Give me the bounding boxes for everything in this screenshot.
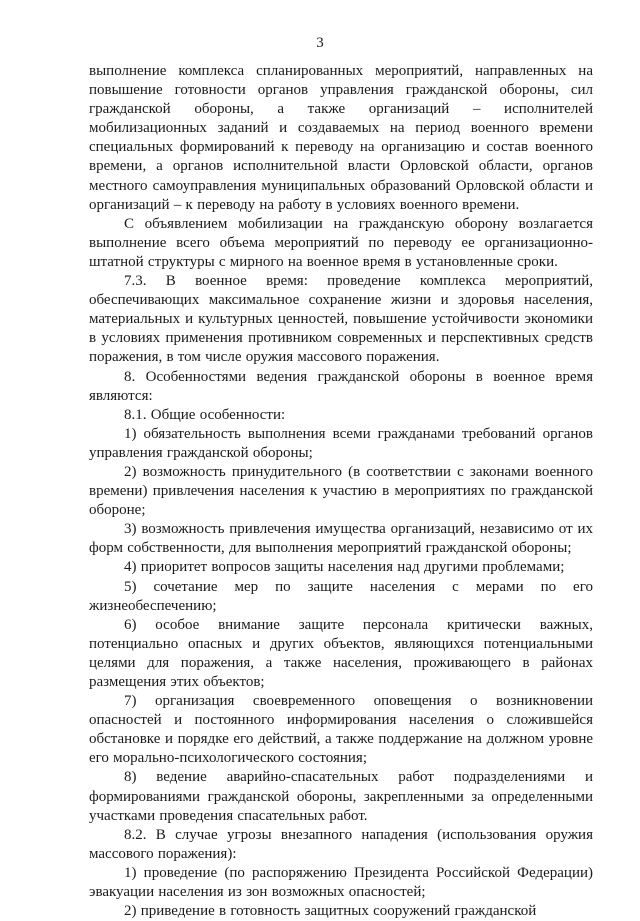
- paragraph-9: 4) приоритет вопросов защиты населения над другими проблемами;: [124, 559, 565, 576]
- document-body: [89, 62, 593, 921]
- paragraph-16: 2) приведение в готовность защитных сооружений гражданской: [124, 903, 537, 920]
- paragraph-3: 7.3. В военное время: проведение комплекса мероприятий, обеспечивающих максимальное сохранение жизни и здоровья населения, материальных и культурных ценностей, повышение устойчивости экономики в условиях применения противником современных и перспективных средств поражения, в том числе оружия массового поражения.: [89, 273, 593, 366]
- paragraph-12: 7) организация своевременного оповещения о возникновении опасностей и постоянного информирования населения о сложившейся обстановке и порядке его действий, а также поддержание на должном уровне его морально-психологического состояния;: [89, 693, 593, 767]
- page-number: 3: [316, 35, 324, 51]
- paragraph-6: 1) обязательность выполнения всеми гражданами требований органов управления гражданской обороны;: [89, 425, 593, 461]
- paragraph-13: 8) ведение аварийно-спасательных работ подразделениями и формированиями гражданской обороны, закрепленными за определенными участками проведения спасательных работ.: [89, 769, 593, 824]
- paragraph-5: 8.1. Общие особенности:: [124, 406, 286, 423]
- paragraph-1: выполнение комплекса спланированных мероприятий, направленных на повышение готовности органов управления гражданской обороны, сил гражданской обороны, а также организаций – исполнителей мобилизационных заданий и создаваемых на период военного времени специальных формирований к переводу на организацию и состав военного времени, а органов исполнительной власти Орловской области, органов местного самоуправления муниципальных образований Орловской области и организаций – к переводу на работу в условиях военного времени.: [89, 63, 593, 213]
- paragraph-14: 8.2. В случае угрозы внезапного нападения (использования оружия массового поражения):: [89, 826, 593, 862]
- paragraph-7: 2) возможность принудительного (в соответствии с законами военного времени) привлечения населения к участию в мероприятиях по гражданской обороне;: [89, 463, 593, 519]
- paragraph-15: 1) проведение (по распоряжению Президента Российской Федерации) эвакуации населения из зон возможных опасностей;: [89, 864, 593, 901]
- paragraph-10: 5) сочетание мер по защите населения с мерами по его жизнеобеспечению;: [89, 578, 593, 614]
- paragraph-4: 8. Особенностями ведения гражданской обороны в военное время являются:: [89, 368, 593, 404]
- paragraph-2: С объявлением мобилизации на гражданскую оборону возлагается выполнение всего объема мероприятий по переводу ее организационно-штатной структуры с мирного на военное время в установленные сроки.: [89, 215, 593, 270]
- paragraph-8: 3) возможность привлечения имущества организаций, независимо от их форм собственности, для выполнения мероприятий гражданской обороны;: [89, 521, 593, 557]
- paragraph-11: 6) особое внимание защите персонала критически важных, потенциально опасных и других объектов, являющихся потенциальными целями для поражения, а также населения, проживающего в районах размещения этих объектов;: [89, 616, 593, 690]
